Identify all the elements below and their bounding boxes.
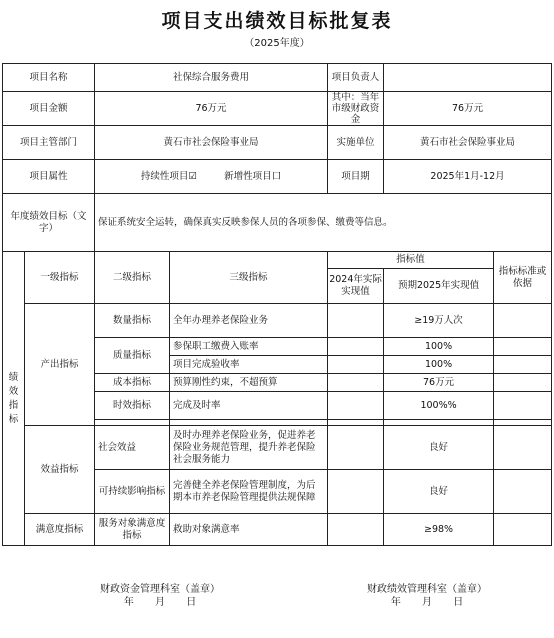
city-funds-label: 其中：当年市级财政资金 <box>328 92 384 126</box>
quality-item-2: 项目完成验收率 <box>170 356 328 374</box>
row-annual-goal <box>3 194 552 252</box>
page-subtitle: （2025年度） <box>244 38 310 49</box>
day-label: 日 <box>453 597 464 608</box>
project-leader-value <box>384 64 552 92</box>
actual-cell <box>328 392 384 420</box>
dept-label: 项目主管部门 <box>3 126 95 160</box>
basis-cell <box>494 356 552 374</box>
expected-cell: 良好 <box>384 426 494 470</box>
benefit-indicator: 效益指标 <box>25 426 95 514</box>
basis-cell <box>494 426 552 470</box>
quality-indicator: 质量指标 <box>95 338 170 374</box>
quantity-item: 全年办理养老保险业务 <box>170 304 328 338</box>
period-value: 2025年1月-12月 <box>384 160 552 194</box>
signature-left-date <box>70 596 250 609</box>
row-project-name <box>3 64 552 92</box>
service-satisfaction-indicator: 服务对象满意度指标 <box>95 514 170 546</box>
signature-left-title: 财政资金管理科室（盖章） <box>100 584 220 595</box>
impl-label: 实施单位 <box>328 126 384 160</box>
table-row <box>3 514 552 546</box>
actual-cell <box>328 374 384 392</box>
sustain-item: 完善健全养老保险管理制度，为后期本市养老保险管理提供法规保障 <box>170 470 328 514</box>
timeliness-item: 完成及时率 <box>170 392 328 420</box>
cost-item: 预算刚性约束，不超预算 <box>170 374 328 392</box>
header-basis: 指标标准或依据 <box>494 252 552 304</box>
social-benefit-indicator: 社会效益 <box>95 426 170 470</box>
impl-value: 黄石市社会保险事业局 <box>384 126 552 160</box>
quality-item-1: 参保职工缴费入账率 <box>170 338 328 356</box>
service-satisfaction-item: 救助对象满意率 <box>170 514 328 546</box>
city-funds-value: 76万元 <box>384 92 552 126</box>
actual-cell <box>328 426 384 470</box>
expected-cell: 76万元 <box>384 374 494 392</box>
basis-cell <box>494 304 552 338</box>
satisfaction-indicator: 满意度指标 <box>25 514 95 546</box>
amount-label: 项目金额 <box>3 92 95 126</box>
expected-cell: 100%% <box>384 392 494 420</box>
sustain-indicator: 可持续影响指标 <box>95 470 170 514</box>
header-expected: 预期2025年实现值 <box>384 269 494 304</box>
basis-cell <box>494 374 552 392</box>
row-perf-header-1 <box>3 252 552 269</box>
header-actual: 2024年实际实现值 <box>328 269 384 304</box>
period-label: 项目期 <box>328 160 384 194</box>
expected-cell: 100% <box>384 356 494 374</box>
quantity-indicator: 数量指标 <box>95 304 170 338</box>
basis-cell <box>494 514 552 546</box>
project-leader-label: 项目负责人 <box>328 64 384 92</box>
timeliness-indicator: 时效指标 <box>95 392 170 420</box>
annual-goal-label: 年度绩效目标（文字） <box>3 194 95 252</box>
dept-value: 黄石市社会保险事业局 <box>95 126 328 160</box>
perf-side-label: 绩效指标 <box>3 252 25 546</box>
output-indicator: 产出指标 <box>25 304 95 426</box>
annual-goal-value: 保证系统安全运转，确保真实反映参保人员的各项参保、缴费等信息。 <box>95 194 552 252</box>
actual-cell <box>328 470 384 514</box>
header-values: 指标值 <box>328 252 494 269</box>
project-name-value: 社保综合服务费用 <box>95 64 328 92</box>
actual-cell <box>328 514 384 546</box>
basis-cell <box>494 338 552 356</box>
basis-cell <box>494 392 552 420</box>
signature-right <box>352 583 502 609</box>
header-level2: 二级指标 <box>95 252 170 304</box>
amount-value: 76万元 <box>95 92 328 126</box>
basis-cell <box>494 470 552 514</box>
table-row <box>3 304 552 338</box>
attr-label: 项目属性 <box>3 160 95 194</box>
expected-cell: ≥19万人次 <box>384 304 494 338</box>
row-attribute <box>3 160 552 194</box>
month-label: 月 <box>422 597 432 608</box>
header-level1: 一级指标 <box>25 252 95 304</box>
project-name-label: 项目名称 <box>3 64 95 92</box>
expected-cell: 100% <box>384 338 494 356</box>
day-label: 日 <box>186 597 197 608</box>
actual-cell <box>328 356 384 374</box>
row-amount <box>3 92 552 126</box>
page-title: 项目支出绩效目标批复表 <box>161 10 393 32</box>
year-label: 年 <box>390 597 401 608</box>
cost-indicator: 成本指标 <box>95 374 170 392</box>
social-benefit-item: 及时办理养老保险业务，促进养老保险业务规范管理，提升养老保险社会服务能力 <box>170 426 328 470</box>
attr-value: 持续性项目☑ 新增性项目口 <box>95 160 328 194</box>
actual-cell <box>328 304 384 338</box>
row-department <box>3 126 552 160</box>
expected-cell: ≥98% <box>384 514 494 546</box>
approval-table <box>2 63 552 546</box>
month-label: 月 <box>155 597 165 608</box>
signature-right-title: 财政绩效管理科室（盖章） <box>367 584 487 595</box>
signature-left <box>70 583 250 609</box>
header-level3: 三级指标 <box>170 252 328 304</box>
actual-cell <box>328 338 384 356</box>
table-row <box>3 426 552 470</box>
signature-right-date <box>352 596 502 609</box>
year-label: 年 <box>123 597 134 608</box>
expected-cell: 良好 <box>384 470 494 514</box>
